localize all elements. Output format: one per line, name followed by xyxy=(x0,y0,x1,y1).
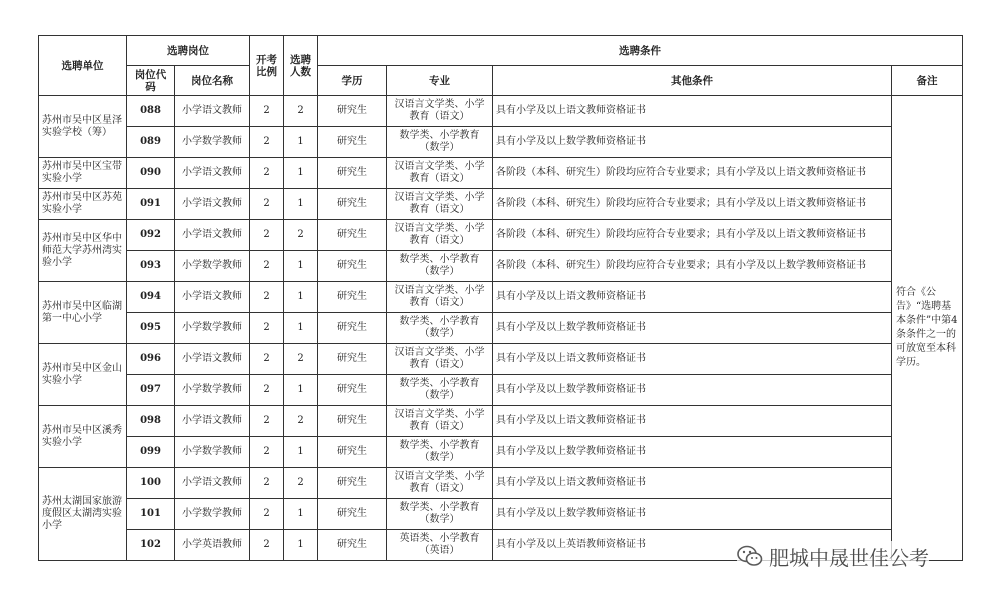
hire-count-cell: 1 xyxy=(284,375,318,406)
other-conditions-cell: 具有小学及以上英语教师资格证书 xyxy=(493,530,892,561)
table-row xyxy=(39,96,963,127)
table-row xyxy=(39,499,963,530)
major-cell: 英语类、小学教育（英语） xyxy=(387,530,493,561)
table-row xyxy=(39,375,963,406)
other-conditions-cell: 具有小学及以上语文教师资格证书 xyxy=(493,282,892,313)
wechat-icon xyxy=(737,545,763,567)
exam-ratio-cell: 2 xyxy=(250,437,284,468)
unit-name-cell: 苏州市吴中区溪秀实验小学 xyxy=(39,406,127,468)
position-code-cell: 099 xyxy=(127,437,175,468)
other-conditions-cell: 各阶段（本科、研究生）阶段均应符合专业要求；具有小学及以上数学教师资格证书 xyxy=(493,251,892,282)
position-code-cell: 088 xyxy=(127,96,175,127)
major-cell: 汉语言文学类、小学教育（语文） xyxy=(387,468,493,499)
table-row xyxy=(39,437,963,468)
other-conditions-cell: 具有小学及以上语文教师资格证书 xyxy=(493,96,892,127)
header-position-name: 岗位名称 xyxy=(175,66,250,96)
other-conditions-cell: 各阶段（本科、研究生）阶段均应符合专业要求；具有小学及以上语文教师资格证书 xyxy=(493,189,892,220)
major-cell: 数学类、小学教育（数学） xyxy=(387,499,493,530)
table-row xyxy=(39,158,963,189)
position-name-cell: 小学数学教师 xyxy=(175,375,250,406)
unit-name-cell: 苏州市吴中区华中师范大学苏州湾实验小学 xyxy=(39,220,127,282)
major-cell: 汉语言文学类、小学教育（语文） xyxy=(387,96,493,127)
watermark-text: 肥城中晟世佳公考 xyxy=(769,545,929,570)
unit-name-cell: 苏州市吴中区苏苑实验小学 xyxy=(39,189,127,220)
unit-name-cell: 苏州市吴中区金山实验小学 xyxy=(39,344,127,406)
unit-name-cell: 苏州太湖国家旅游度假区太湖湾实验小学 xyxy=(39,468,127,561)
major-cell: 汉语言文学类、小学教育（语文） xyxy=(387,282,493,313)
other-conditions-cell: 具有小学及以上语文教师资格证书 xyxy=(493,344,892,375)
education-cell: 研究生 xyxy=(318,96,387,127)
header-conditions-group: 选聘条件 xyxy=(318,36,963,66)
exam-ratio-cell: 2 xyxy=(250,406,284,437)
position-name-cell: 小学语文教师 xyxy=(175,282,250,313)
hire-count-cell: 1 xyxy=(284,530,318,561)
major-cell: 数学类、小学教育（数学） xyxy=(387,313,493,344)
position-code-cell: 094 xyxy=(127,282,175,313)
other-conditions-cell: 具有小学及以上数学教师资格证书 xyxy=(493,437,892,468)
table-row xyxy=(39,344,963,375)
hire-count-cell: 2 xyxy=(284,96,318,127)
exam-ratio-cell: 2 xyxy=(250,375,284,406)
exam-ratio-cell: 2 xyxy=(250,220,284,251)
hire-count-cell: 1 xyxy=(284,499,318,530)
major-cell: 数学类、小学教育（数学） xyxy=(387,127,493,158)
position-name-cell: 小学语文教师 xyxy=(175,406,250,437)
exam-ratio-cell: 2 xyxy=(250,530,284,561)
other-conditions-cell: 具有小学及以上数学教师资格证书 xyxy=(493,127,892,158)
table-body xyxy=(39,96,963,561)
hire-count-cell: 2 xyxy=(284,344,318,375)
position-name-cell: 小学语文教师 xyxy=(175,468,250,499)
education-cell: 研究生 xyxy=(318,530,387,561)
position-code-cell: 098 xyxy=(127,406,175,437)
watermark xyxy=(737,541,929,571)
hire-count-cell: 1 xyxy=(284,158,318,189)
position-code-cell: 100 xyxy=(127,468,175,499)
position-name-cell: 小学语文教师 xyxy=(175,344,250,375)
position-code-cell: 090 xyxy=(127,158,175,189)
exam-ratio-cell: 2 xyxy=(250,158,284,189)
education-cell: 研究生 xyxy=(318,499,387,530)
position-code-cell: 091 xyxy=(127,189,175,220)
position-name-cell: 小学数学教师 xyxy=(175,251,250,282)
header-major: 专业 xyxy=(387,66,493,96)
education-cell: 研究生 xyxy=(318,158,387,189)
major-cell: 数学类、小学教育（数学） xyxy=(387,375,493,406)
header-other-conditions: 其他条件 xyxy=(493,66,892,96)
remarks-cell: 符合《公告》“选聘基本条件”中第4条条件之一的可放宽至本科学历。 xyxy=(892,96,963,561)
position-name-cell: 小学语文教师 xyxy=(175,220,250,251)
position-code-cell: 101 xyxy=(127,499,175,530)
education-cell: 研究生 xyxy=(318,468,387,499)
position-name-cell: 小学数学教师 xyxy=(175,313,250,344)
other-conditions-cell: 具有小学及以上数学教师资格证书 xyxy=(493,375,892,406)
header-position-group: 选聘岗位 xyxy=(127,36,250,66)
exam-ratio-cell: 2 xyxy=(250,127,284,158)
exam-ratio-cell: 2 xyxy=(250,468,284,499)
hire-count-cell: 1 xyxy=(284,127,318,158)
education-cell: 研究生 xyxy=(318,375,387,406)
other-conditions-cell: 具有小学及以上数学教师资格证书 xyxy=(493,313,892,344)
table-row xyxy=(39,468,963,499)
education-cell: 研究生 xyxy=(318,437,387,468)
major-cell: 汉语言文学类、小学教育（语文） xyxy=(387,406,493,437)
exam-ratio-cell: 2 xyxy=(250,251,284,282)
table-row xyxy=(39,406,963,437)
position-name-cell: 小学数学教师 xyxy=(175,127,250,158)
education-cell: 研究生 xyxy=(318,127,387,158)
position-name-cell: 小学语文教师 xyxy=(175,158,250,189)
education-cell: 研究生 xyxy=(318,282,387,313)
hire-count-cell: 2 xyxy=(284,406,318,437)
position-name-cell: 小学英语教师 xyxy=(175,530,250,561)
education-cell: 研究生 xyxy=(318,220,387,251)
position-code-cell: 089 xyxy=(127,127,175,158)
position-code-cell: 097 xyxy=(127,375,175,406)
other-conditions-cell: 具有小学及以上数学教师资格证书 xyxy=(493,499,892,530)
education-cell: 研究生 xyxy=(318,313,387,344)
other-conditions-cell: 各阶段（本科、研究生）阶段均应符合专业要求；具有小学及以上语文教师资格证书 xyxy=(493,220,892,251)
recruitment-table xyxy=(38,35,963,561)
major-cell: 汉语言文学类、小学教育（语文） xyxy=(387,220,493,251)
unit-name-cell: 苏州市吴中区临湖第一中心小学 xyxy=(39,282,127,344)
table-row xyxy=(39,127,963,158)
hire-count-cell: 1 xyxy=(284,313,318,344)
position-code-cell: 093 xyxy=(127,251,175,282)
position-name-cell: 小学语文教师 xyxy=(175,189,250,220)
major-cell: 数学类、小学教育（数学） xyxy=(387,437,493,468)
exam-ratio-cell: 2 xyxy=(250,189,284,220)
header-hire-count: 选聘人数 xyxy=(284,36,318,96)
table-row xyxy=(39,251,963,282)
other-conditions-cell: 各阶段（本科、研究生）阶段均应符合专业要求；具有小学及以上语文教师资格证书 xyxy=(493,158,892,189)
major-cell: 汉语言文学类、小学教育（语文） xyxy=(387,189,493,220)
unit-name-cell: 苏州市吴中区宝带实验小学 xyxy=(39,158,127,189)
position-name-cell: 小学数学教师 xyxy=(175,437,250,468)
position-code-cell: 096 xyxy=(127,344,175,375)
other-conditions-cell: 具有小学及以上语文教师资格证书 xyxy=(493,468,892,499)
hire-count-cell: 1 xyxy=(284,282,318,313)
education-cell: 研究生 xyxy=(318,189,387,220)
position-code-cell: 092 xyxy=(127,220,175,251)
position-code-cell: 095 xyxy=(127,313,175,344)
education-cell: 研究生 xyxy=(318,406,387,437)
header-unit: 选聘单位 xyxy=(39,36,127,96)
exam-ratio-cell: 2 xyxy=(250,344,284,375)
exam-ratio-cell: 2 xyxy=(250,313,284,344)
position-name-cell: 小学数学教师 xyxy=(175,499,250,530)
education-cell: 研究生 xyxy=(318,344,387,375)
exam-ratio-cell: 2 xyxy=(250,96,284,127)
position-name-cell: 小学语文教师 xyxy=(175,96,250,127)
hire-count-cell: 1 xyxy=(284,251,318,282)
major-cell: 汉语言文学类、小学教育（语文） xyxy=(387,344,493,375)
table-row xyxy=(39,189,963,220)
unit-name-cell: 苏州市吴中区星泽实验学校（筹） xyxy=(39,96,127,158)
hire-count-cell: 1 xyxy=(284,189,318,220)
major-cell: 数学类、小学教育（数学） xyxy=(387,251,493,282)
header-remarks: 备注 xyxy=(892,66,963,96)
hire-count-cell: 2 xyxy=(284,468,318,499)
header-exam-ratio: 开考比例 xyxy=(250,36,284,96)
exam-ratio-cell: 2 xyxy=(250,282,284,313)
major-cell: 汉语言文学类、小学教育（语文） xyxy=(387,158,493,189)
education-cell: 研究生 xyxy=(318,251,387,282)
table-row xyxy=(39,282,963,313)
hire-count-cell: 1 xyxy=(284,437,318,468)
header-position-code: 岗位代码 xyxy=(127,66,175,96)
header-education: 学历 xyxy=(318,66,387,96)
exam-ratio-cell: 2 xyxy=(250,499,284,530)
other-conditions-cell: 具有小学及以上语文教师资格证书 xyxy=(493,406,892,437)
table-row xyxy=(39,220,963,251)
table-row xyxy=(39,313,963,344)
hire-count-cell: 2 xyxy=(284,220,318,251)
position-code-cell: 102 xyxy=(127,530,175,561)
